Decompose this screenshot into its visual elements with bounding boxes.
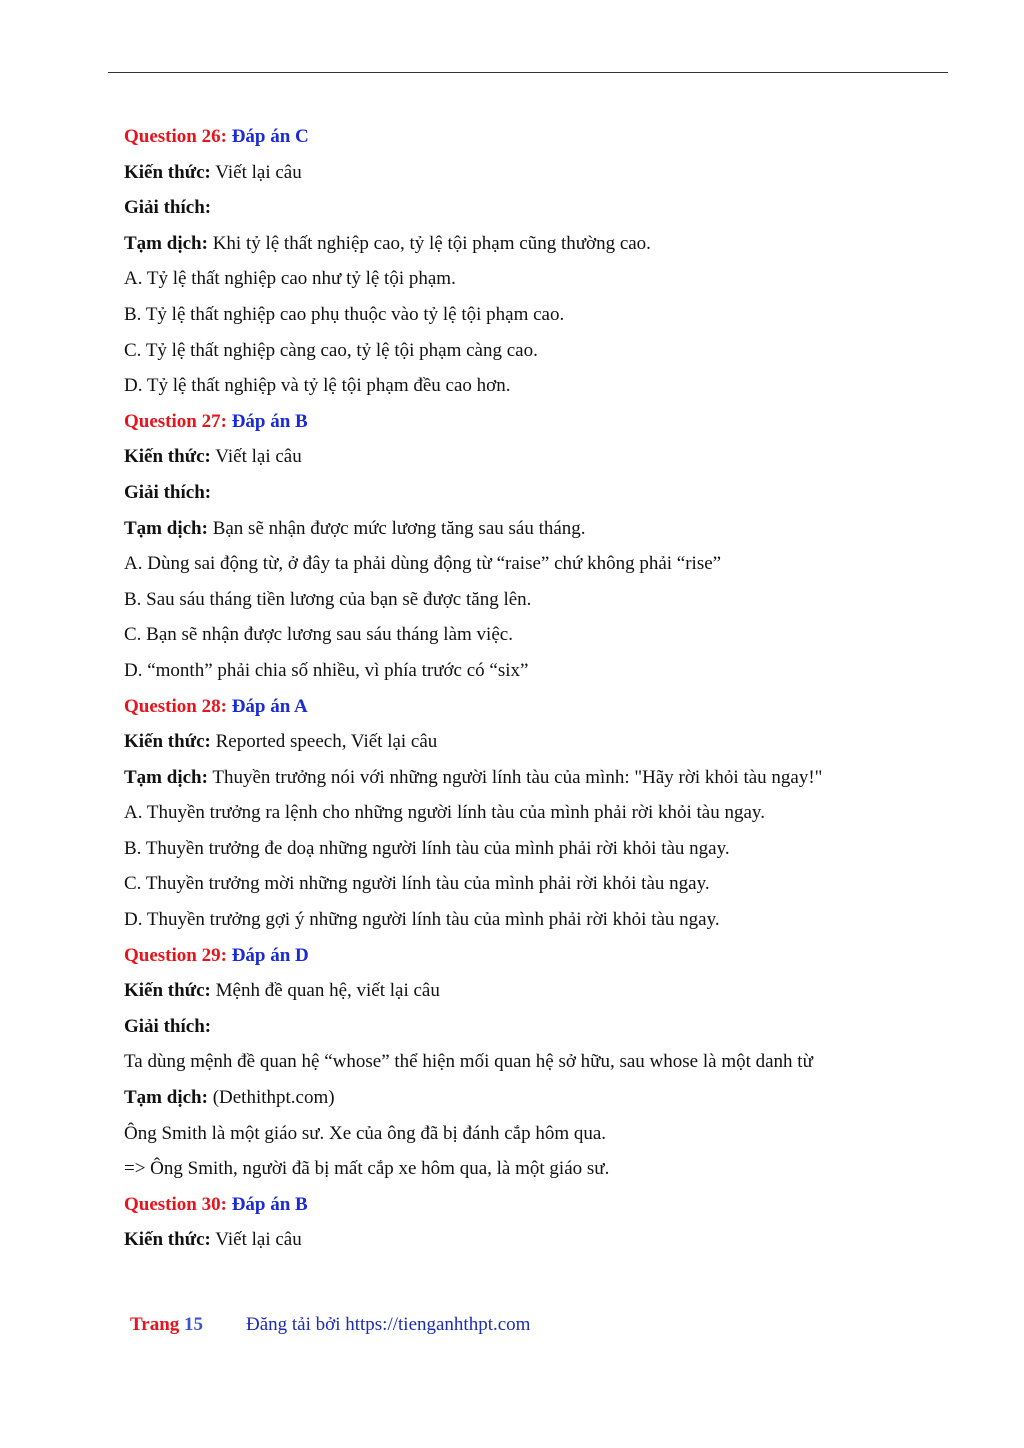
question-heading: Question 26: Đáp án C [124, 126, 309, 147]
question-heading: Question 30: Đáp án B [124, 1193, 308, 1215]
translation-line: Tạm dịch: Thuyền trưởng nói với những người lính tàu của mình: "Hãy rời khỏi tàu ngay!" [124, 766, 823, 788]
option-a: A. Tỷ lệ thất nghiệp cao như tỷ lệ tội phạm. [124, 268, 456, 290]
explanation-label: Giải thích: [124, 1015, 212, 1037]
translation-line: Tạm dịch: Khi tỷ lệ thất nghiệp cao, tỷ lệ tội phạm cũng thường cao. [124, 232, 651, 254]
option-c: C. Tỷ lệ thất nghiệp càng cao, tỷ lệ tội phạm càng cao. [124, 339, 538, 361]
option-b: B. Sau sáu tháng tiền lương của bạn sẽ được tăng lên. [124, 588, 532, 610]
knowledge-line: Kiến thức: Viết lại câu [124, 161, 302, 183]
option-d: D. “month” phải chia số nhiều, vì phía trước có “six” [124, 659, 529, 681]
page-number: 15 [184, 1314, 204, 1335]
explanation-label: Giải thích: [124, 481, 212, 503]
option-c: C. Bạn sẽ nhận được lương sau sáu tháng làm việc. [124, 624, 513, 646]
question-heading: Question 28: Đáp án A [124, 695, 308, 717]
option-d: D. Thuyền trưởng gợi ý những người lính tàu của mình phải rời khỏi tàu ngay. [124, 909, 720, 931]
option-d: D. Tỷ lệ thất nghiệp và tỷ lệ tội phạm đều cao hơn. [124, 375, 511, 397]
header-rule [108, 72, 948, 73]
knowledge-line: Kiến thức: Mệnh đề quan hệ, viết lại câu [124, 980, 440, 1002]
translation-line: Tạm dịch: Bạn sẽ nhận được mức lương tăng sau sáu tháng. [124, 517, 586, 539]
uploaded-by-link[interactable]: Đăng tải bởi https://tienganhthpt.com [246, 1314, 531, 1335]
option-a: A. Dùng sai động từ, ở đây ta phải dùng động từ “raise” chứ không phải “rise” [124, 553, 722, 575]
option-b: B. Thuyền trưởng đe doạ những người lính tàu của mình phải rời khỏi tàu ngay. [124, 837, 730, 859]
option-a: A. Thuyền trưởng ra lệnh cho những người lính tàu của mình phải rời khỏi tàu ngay. [124, 802, 765, 824]
option-b: B. Tỷ lệ thất nghiệp cao phụ thuộc vào tỷ lệ tội phạm cao. [124, 303, 565, 325]
knowledge-line: Kiến thức: Viết lại câu [124, 1229, 302, 1251]
page-word: Trang [130, 1314, 180, 1335]
example-sentence: Ông Smith là một giáo sư. Xe của ông đã bị đánh cắp hôm qua. [124, 1122, 607, 1144]
knowledge-line: Kiến thức: Reported speech, Viết lại câu [124, 731, 438, 753]
example-result: => Ông Smith, người đã bị mất cắp xe hôm qua, là một giáo sư. [124, 1158, 610, 1180]
question-heading: Question 29: Đáp án D [124, 944, 309, 966]
explanation-label: Giải thích: [124, 197, 212, 219]
knowledge-line: Kiến thức: Viết lại câu [124, 446, 302, 468]
option-c: C. Thuyền trưởng mời những người lính tàu của mình phải rời khỏi tàu ngay. [124, 873, 710, 895]
page-footer [130, 1314, 531, 1336]
question-heading: Question 27: Đáp án B [124, 410, 308, 432]
translation-line: Tạm dịch: (Dethithpt.com) [124, 1087, 335, 1109]
explanation-text: Ta dùng mệnh đề quan hệ “whose” thể hiện mối quan hệ sở hữu, sau whose là một danh từ [124, 1051, 813, 1073]
document-body [124, 119, 878, 1258]
